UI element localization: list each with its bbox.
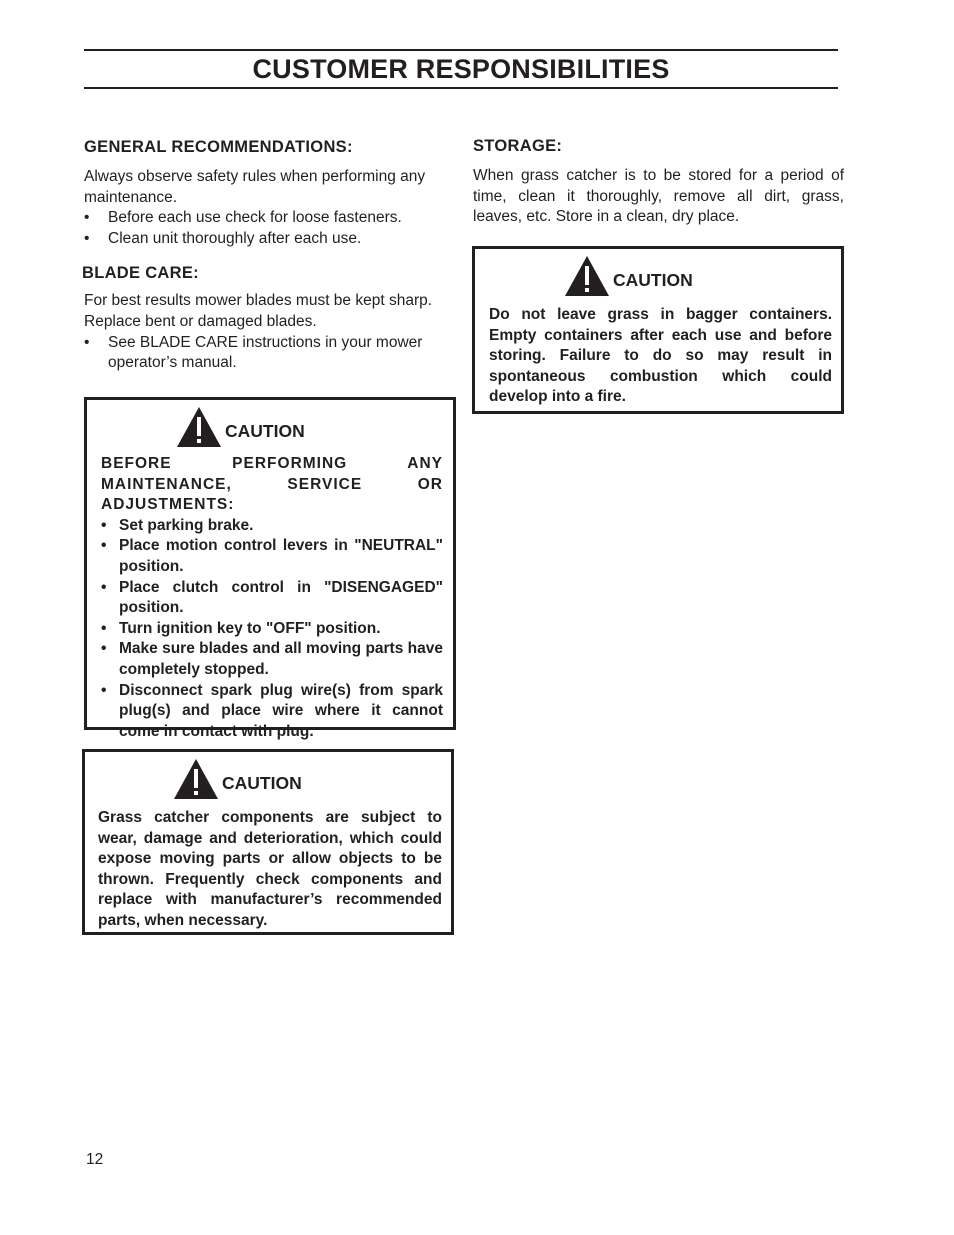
caution-storage-text: Do not leave grass in bagger containers. Empty containers after each use and before storing. Failure to do so may result in spontaneous combustion which could develop into a fire. bbox=[489, 306, 832, 406]
caution-box-maintenance bbox=[84, 397, 456, 740]
warning-triangle-icon bbox=[176, 406, 222, 448]
list-item: • Place clutch control in "DISENGAGED" position. bbox=[101, 578, 443, 617]
caution-header bbox=[101, 406, 443, 452]
list-item: • See BLADE CARE instructions in your mower operator’s manual. bbox=[84, 333, 423, 372]
caution-maintenance-intro: BEFORE PERFORMING ANY MAINTENANCE, SERVICE OR ADJUSTMENTS: bbox=[101, 455, 443, 514]
caution-maintenance-list bbox=[101, 516, 443, 743]
blade-care-list bbox=[84, 333, 456, 374]
list-item: • Turn ignition key to "OFF" position. bbox=[101, 619, 381, 637]
right-column bbox=[473, 136, 844, 228]
caution-header bbox=[98, 758, 442, 804]
caution-box-storage bbox=[472, 246, 844, 414]
list-item: • Make sure blades and all moving parts have completely stopped. bbox=[101, 640, 443, 678]
list-item: • Place motion control levers in "NEUTRAL" position. bbox=[101, 537, 443, 575]
warning-triangle-icon bbox=[564, 255, 610, 297]
list-item: • Clean unit thoroughly after each use. bbox=[84, 229, 362, 247]
list-item: • Set parking brake. bbox=[101, 516, 254, 534]
caution-label: CAUTION bbox=[613, 270, 693, 290]
caution-box-components bbox=[82, 749, 454, 935]
page-number: 12 bbox=[86, 1151, 104, 1168]
list-item: • Before each use check for loose fasteners. bbox=[84, 209, 402, 227]
caution-header bbox=[489, 255, 832, 301]
caution-components-text: Grass catcher components are subject to wear, damage and deterioration, which could expose moving parts or allow objects to be thrown. Frequently check components and replace with manufacturer’s recommended parts, when necessary. bbox=[98, 809, 442, 929]
caution-maintenance-content bbox=[101, 454, 443, 742]
caution-label: CAUTION bbox=[222, 773, 302, 793]
list-item: • Disconnect spark plug wire(s) from spark plug(s) and place wire where it cannot come in contact with plug. bbox=[101, 681, 443, 740]
blade-care-heading: BLADE CARE: bbox=[82, 264, 199, 283]
general-recommendations-list bbox=[84, 208, 456, 249]
storage-text: When grass catcher is to be stored for a period of time, clean it thoroughly, remove all dirt, grass, leaves, etc. Store in a clean, dry place. bbox=[473, 167, 844, 226]
storage-heading: STORAGE: bbox=[473, 137, 563, 155]
blade-care-intro: For best results mower blades must be kept sharp. Replace bent or damaged blades. bbox=[84, 292, 433, 330]
general-recommendations-heading: GENERAL RECOMMENDATIONS: bbox=[84, 138, 353, 156]
left-column bbox=[84, 137, 456, 374]
caution-label: CAUTION bbox=[225, 421, 305, 441]
general-recommendations-intro: Always observe safety rules when performing any maintenance. bbox=[84, 168, 426, 206]
page-title: CUSTOMER RESPONSIBILITIES bbox=[84, 49, 838, 89]
warning-triangle-icon bbox=[173, 758, 219, 800]
